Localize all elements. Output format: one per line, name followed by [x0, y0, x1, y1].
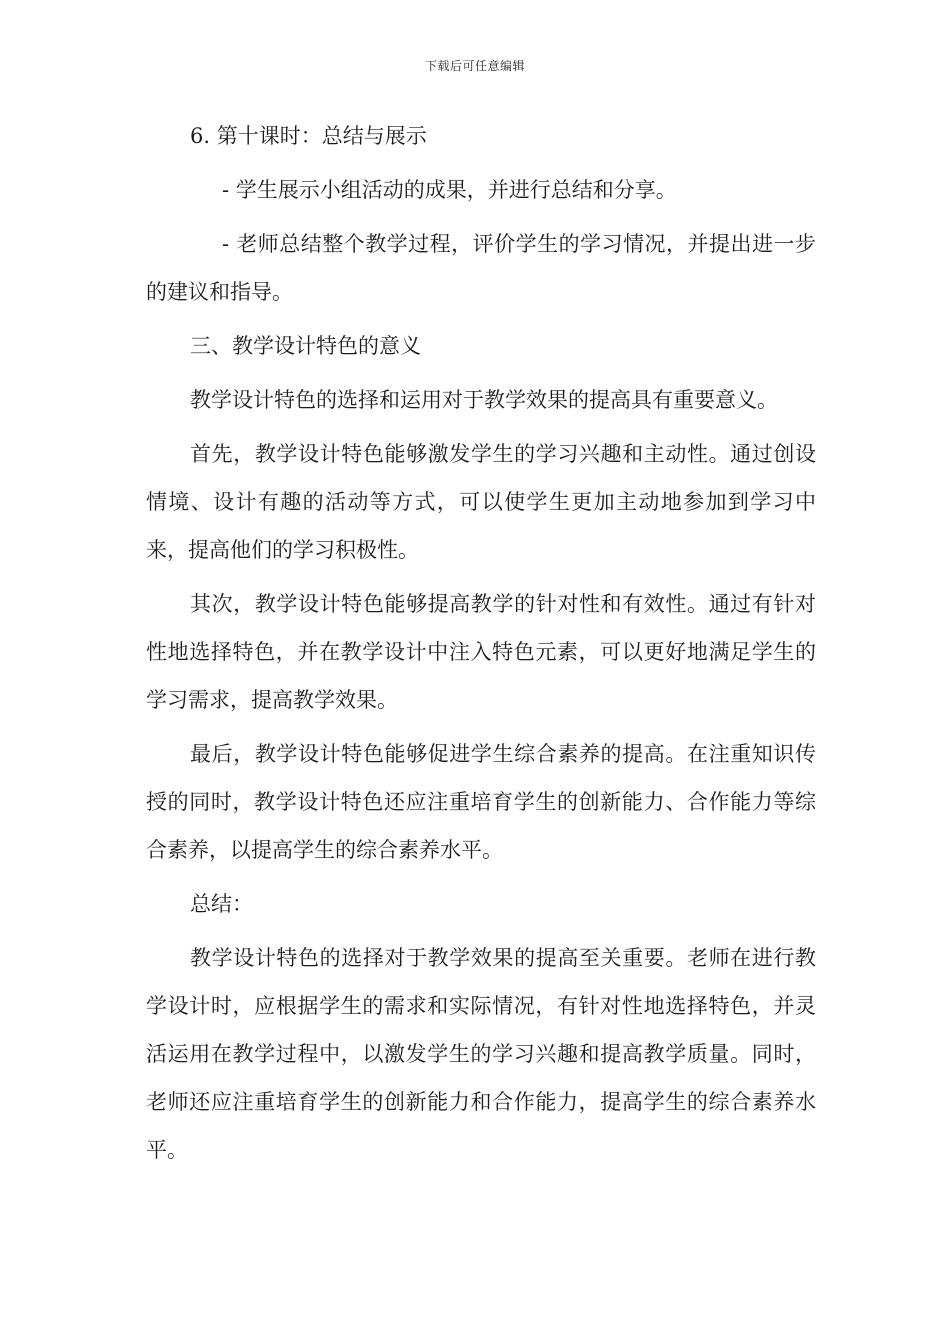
- paragraph-last: 最后，教学设计特色能够促进学生综合素养的提高。在注重知识传授的同时，教学设计特色还应注重培育学生的创新能力、合作能力等综合素养，以提高学生的综合素养水平。: [146, 742, 816, 862]
- bullet-student-showcase: - 学生展示小组活动的成果，并进行总结和分享。: [222, 178, 677, 202]
- document-body: [146, 112, 816, 1180]
- bullet-teacher-summary: - 老师总结整个教学过程，评价学生的学习情况，并提出进一步的建议和指导。: [146, 232, 816, 304]
- page-header: 下载后可任意编辑: [424, 59, 525, 73]
- paragraph-summary: 教学设计特色的选择对于教学效果的提高至关重要。老师在进行教学设计时，应根据学生的需求和实际情况，有针对性地选择特色，并灵活运用在教学过程中，以激发学生的学习兴趣和提高教学质量。同时，老师还应注重培育学生的创新能力和合作能力，提高学生的综合素养水平。: [146, 946, 816, 1162]
- section-heading: 三、教学设计特色的意义: [190, 334, 421, 358]
- paragraph-intro: 教学设计特色的选择和运用对于教学效果的提高具有重要意义。: [190, 388, 778, 412]
- paragraph-first: 首先，教学设计特色能够激发学生的学习兴趣和主动性。通过创设情境、设计有趣的活动等方式，可以使学生更加主动地参加到学习中来，提高他们的学习积极性。: [146, 442, 816, 562]
- summary-heading: 总结：: [190, 892, 253, 916]
- lesson-heading: 6. 第十课时：总结与展示: [190, 124, 427, 148]
- paragraph-second: 其次，教学设计特色能够提高教学的针对性和有效性。通过有针对性地选择特色，并在教学设计中注入特色元素，可以更好地满足学生的学习需求，提高教学效果。: [146, 592, 816, 712]
